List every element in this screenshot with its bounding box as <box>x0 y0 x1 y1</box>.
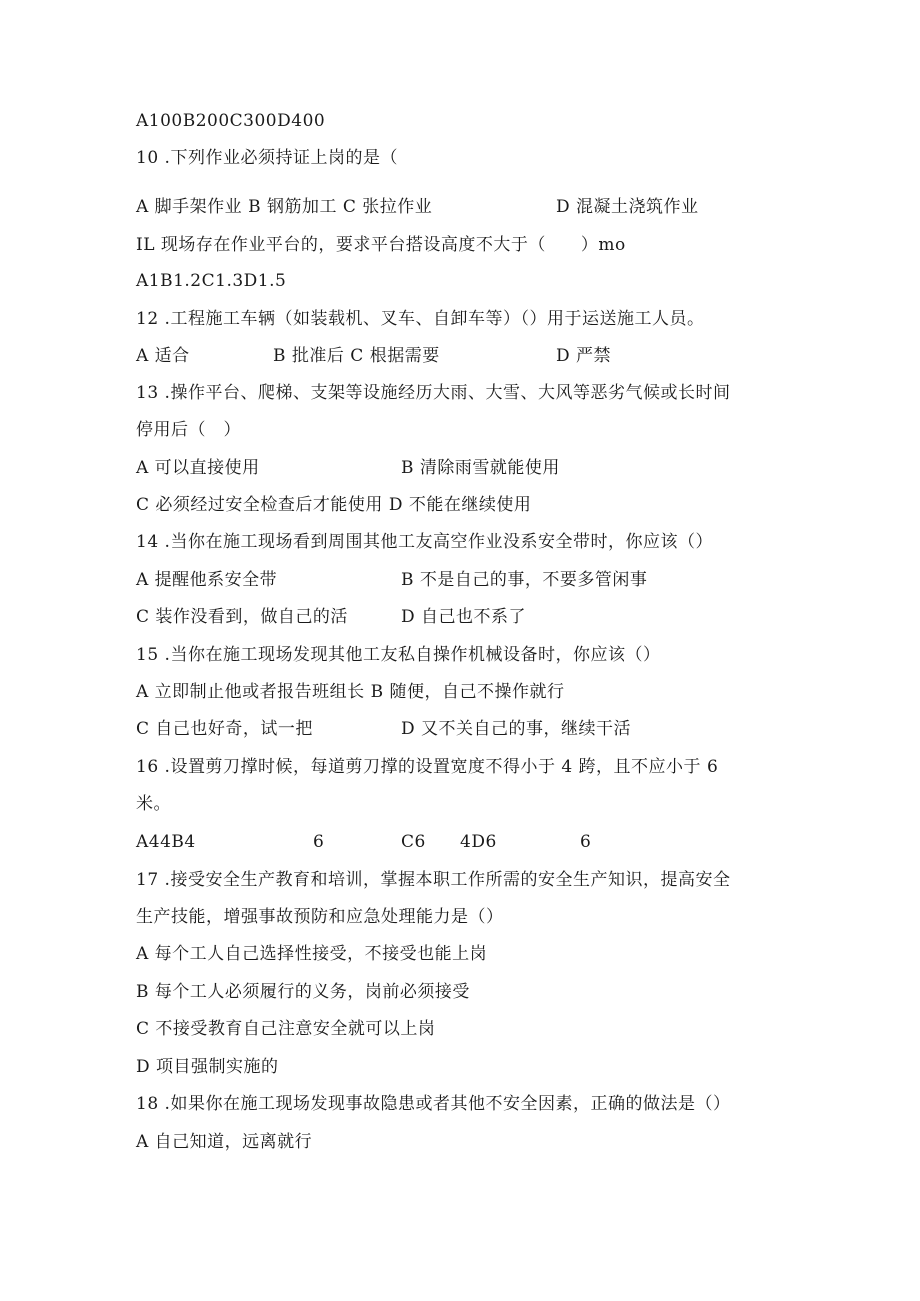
q17-option-b: B 每个工人必须履行的义务，岗前必须接受 <box>136 982 470 1002</box>
q11-options: A1B1.2C1.3D1.5 <box>136 271 287 291</box>
q17-question-line1: 17 .接受安全生产教育和培训，掌握本职工作所需的安全生产知识，提高安全 <box>136 870 731 890</box>
q12-option-bc: B 批准后 C 根据需要 <box>273 346 440 366</box>
q14-option-b: B 不是自己的事，不要多管闲事 <box>401 570 648 590</box>
q12-option-a: A 适合 <box>136 346 190 366</box>
q13-option-b: B 清除雨雪就能使用 <box>401 458 560 478</box>
q17-option-d: D 项目强制实施的 <box>136 1057 279 1077</box>
q15-question: 15 .当你在施工现场发现其他工友私自操作机械设备时，你应该（） <box>136 645 661 665</box>
q10-question: 10 .下列作业必须持证上岗的是（ <box>136 148 398 168</box>
q17-option-a: A 每个工人自己选择性接受，不接受也能上岗 <box>136 944 488 964</box>
q15-option-c: C 自己也好奇，试一把 <box>136 719 313 739</box>
q16-fragment-c6: C6 <box>401 832 426 852</box>
q13-question-line2: 停用后（ ） <box>136 420 241 440</box>
q12-option-d: D 严禁 <box>556 346 612 366</box>
q16-question-line1: 16 .设置剪刀撑时候，每道剪刀撑的设置宽度不得小于 4 跨，且不应小于 6 <box>136 757 719 777</box>
q13-option-a: A 可以直接使用 <box>136 458 260 478</box>
q17-question-line2: 生产技能，增强事故预防和应急处理能力是（） <box>136 907 504 927</box>
q14-question: 14 .当你在施工现场看到周围其他工友高空作业没系安全带时，你应该（） <box>136 532 713 552</box>
q14-option-c: C 装作没看到，做自己的活 <box>136 607 348 627</box>
q9-options: A100B200C300D400 <box>136 111 326 131</box>
q11-question: IL 现场存在作业平台的，要求平台搭设高度不大于（ ）mo <box>136 235 626 255</box>
q10-options-abc: A 脚手架作业 B 钢筋加工 C 张拉作业 <box>136 197 433 217</box>
q18-option-a: A 自己知道，远离就行 <box>136 1132 313 1152</box>
q15-option-d: D 又不关自己的事，继续干活 <box>401 719 632 739</box>
q13-options-cd: C 必须经过安全检查后才能使用 D 不能在继续使用 <box>136 495 532 515</box>
q10-option-d: D 混凝土浇筑作业 <box>556 197 699 217</box>
q16-options-ab: A44B4 <box>136 832 196 852</box>
q16-question-line2: 米。 <box>136 794 171 814</box>
q15-options-ab: A 立即制止他或者报告班组长 B 随便，自己不操作就行 <box>136 682 565 702</box>
q14-option-a: A 提醒他系安全带 <box>136 570 278 590</box>
q14-option-d: D 自己也不系了 <box>401 607 527 627</box>
q16-fragment-4d6: 4D6 <box>460 832 497 852</box>
q18-question: 18 .如果你在施工现场发现事故隐患或者其他不安全因素，正确的做法是（） <box>136 1094 731 1114</box>
q13-question-line1: 13 .操作平台、爬梯、支架等设施经历大雨、大雪、大风等恶劣气候或长时间 <box>136 383 731 403</box>
q16-fragment-6b: 6 <box>580 832 592 852</box>
q17-option-c: C 不接受教育自己注意安全就可以上岗 <box>136 1019 436 1039</box>
q12-question: 12 .工程施工车辆（如装载机、叉车、自卸车等）（）用于运送施工人员。 <box>136 309 705 329</box>
q16-fragment-6a: 6 <box>313 832 325 852</box>
